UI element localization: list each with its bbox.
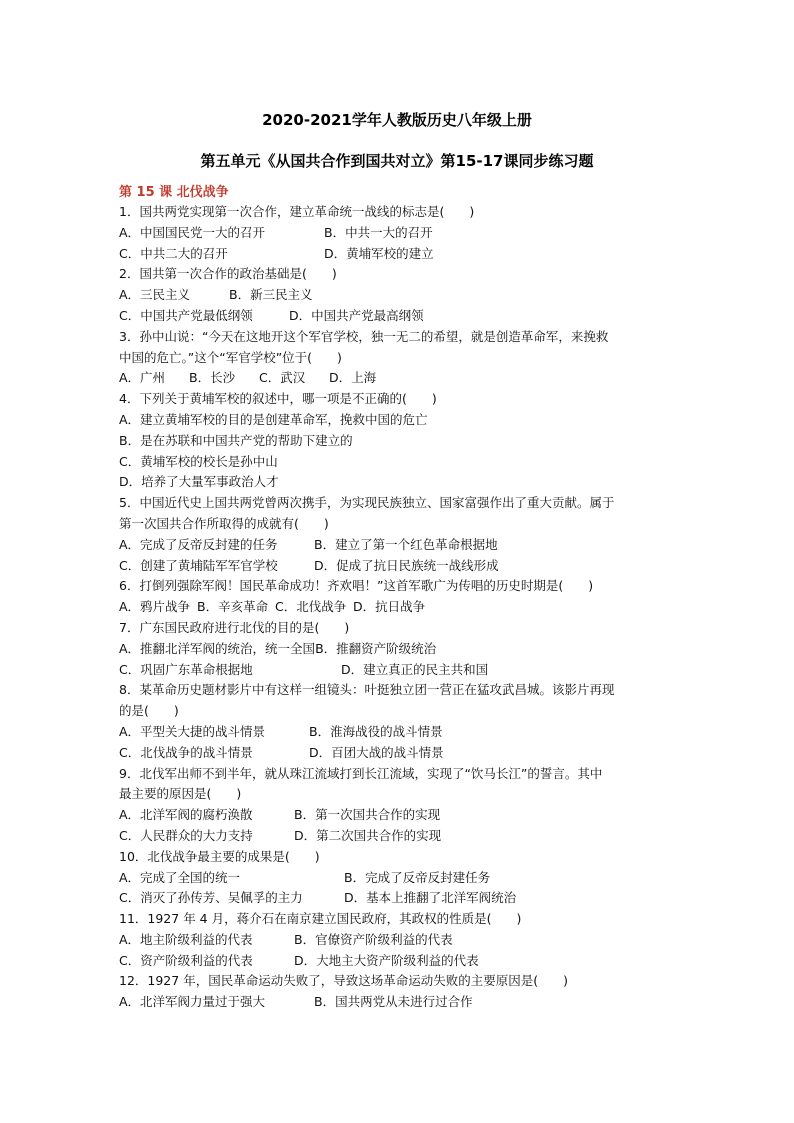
- question-stem: 3．孙中山说：“今天在这地开这个军官学校，独一无二的希望，就是创造革命军，来挽救: [119, 328, 609, 344]
- option-row: [119, 888, 679, 909]
- question-stem: 6．打倒列强除军阀！国民革命成功！齐欢唱！”这首军歌广为传唱的历史时期是( ): [119, 578, 594, 594]
- question-4: [119, 389, 679, 493]
- option-d: D．基本上推翻了北洋军阀统治: [344, 890, 517, 906]
- option-a: A．完成了反帝反封建的任务: [119, 536, 278, 552]
- option-b: B．长沙: [189, 370, 236, 386]
- option-b: B．中共一大的召开: [324, 224, 433, 240]
- question-1: [119, 202, 679, 264]
- option-a: A．广州: [119, 370, 166, 386]
- option-a: A．三民主义: [119, 287, 191, 303]
- option-d: D．中国共产党最高纲领: [289, 307, 424, 323]
- question-6: [119, 576, 679, 618]
- question-12: [119, 971, 679, 1013]
- option-b: B．第一次国共合作的实现: [294, 807, 441, 823]
- lesson-heading: 第 15 课 北伐战争: [119, 185, 229, 200]
- option-d: D．上海: [329, 370, 377, 386]
- question-7: [119, 618, 679, 680]
- question-stem: 的是( ): [119, 703, 179, 719]
- option-row: [119, 244, 679, 265]
- option-d: D．抗日战争: [353, 599, 426, 615]
- option-b: B．推翻资产阶级统治: [315, 640, 437, 656]
- option-row: [119, 285, 679, 306]
- question-stem: 2．国共第一次合作的政治基础是( ): [119, 266, 337, 282]
- option-c: C．黄埔军校的校长是孙中山: [119, 453, 278, 469]
- option-a: A．鸦片战争: [119, 599, 191, 615]
- question-stem: 11．1927 年 4 月，蒋介石在南京建立国民政府，其政权的性质是( ): [119, 911, 522, 927]
- document-subtitle: 第五单元《从国共合作到国共对立》第15-17课同步练习题: [200, 152, 594, 170]
- option-c: C．人民群众的大力支持: [119, 827, 253, 843]
- option-a: A．推翻北洋军阀的统治，统一全国: [119, 640, 316, 656]
- option-row: [119, 992, 679, 1013]
- question-stem: 12．1927 年，国民革命运动失败了，导致这场革命运动失败的主要原因是( ): [119, 973, 568, 989]
- option-c: C．资产阶级利益的代表: [119, 952, 253, 968]
- option-row: [119, 951, 679, 972]
- option-b: B．完成了反帝反封建任务: [344, 869, 491, 885]
- question-stem: 4．下列关于黄埔军校的叙述中，哪一项是不正确的( ): [119, 391, 437, 407]
- option-a: A．地主阶级利益的代表: [119, 931, 253, 947]
- option-d: D．促成了抗日民族统一战线形成: [314, 557, 499, 573]
- option-c: C．北伐战争: [275, 599, 347, 615]
- option-row: [119, 597, 679, 618]
- option-a: A．中国国民党一大的召开: [119, 224, 266, 240]
- option-c: C．北伐战争的战斗情景: [119, 744, 253, 760]
- option-row: [119, 306, 679, 327]
- option-a: A．完成了全国的统一: [119, 869, 241, 885]
- question-stem: 1．国共两党实现第一次合作，建立革命统一战线的标志是( ): [119, 204, 475, 219]
- option-d: D．培养了大量军事政治人才: [119, 474, 279, 490]
- question-3: [119, 327, 679, 389]
- question-stem: 中国的危亡。”这个“军官学校”位于( ): [119, 349, 342, 365]
- question-stem: 9．北伐军出师不到半年，就从珠江流域打到长江流域，实现了“饮马长江”的誓言。其中: [119, 765, 603, 781]
- option-row: [119, 556, 679, 577]
- question-9: [119, 764, 679, 847]
- option-b: B．建立了第一个红色革命根据地: [314, 536, 498, 552]
- option-row: [119, 368, 679, 389]
- option-c: C．巩固广东革命根据地: [119, 661, 253, 677]
- option-b: B．辛亥革命: [197, 599, 269, 615]
- question-stem: 10．北伐战争最主要的成果是( ): [119, 848, 320, 864]
- option-c: C．中共二大的召开: [119, 245, 228, 261]
- option-d: D．建立真正的民主共和国: [341, 661, 489, 677]
- option-row: [119, 868, 679, 889]
- option-c: C．创建了黄埔陆军军官学校: [119, 557, 278, 573]
- option-row: [119, 223, 679, 244]
- option-a: A．建立黄埔军校的目的是创建革命军，挽救中国的危亡: [119, 411, 428, 427]
- option-a: A．北洋军阀力量过于强大: [119, 994, 266, 1010]
- option-row: [119, 930, 679, 951]
- document-title: 2020-2021学年人教版历史八年级上册: [262, 111, 532, 129]
- option-b: B．官僚资产阶级利益的代表: [294, 931, 453, 947]
- option-row: [119, 722, 679, 743]
- option-a: A．北洋军阀的腐朽涣散: [119, 807, 253, 823]
- option-c: C．武汉: [259, 370, 306, 386]
- option-row: [119, 639, 679, 660]
- option-d: D．大地主大资产阶级利益的代表: [294, 952, 479, 968]
- option-d: D．黄埔军校的建立: [324, 245, 434, 261]
- option-c: C．中国共产党最低纲领: [119, 307, 253, 323]
- question-stem: 最主要的原因是( ): [119, 786, 242, 802]
- option-row: [119, 805, 679, 826]
- question-stem: 第一次国共合作所取得的成就有( ): [119, 515, 329, 531]
- option-d: D．百团大战的战斗情景: [309, 744, 444, 760]
- option-row: [119, 826, 679, 847]
- option-d: D．第二次国共合作的实现: [294, 827, 442, 843]
- option-b: B．是在苏联和中国共产党的帮助下建立的: [119, 432, 353, 448]
- question-2: [119, 264, 679, 326]
- option-b: B．新三民主义: [229, 287, 313, 303]
- question-10: [119, 847, 679, 909]
- option-a: A．平型关大捷的战斗情景: [119, 723, 266, 739]
- question-stem: 5．中国近代史上国共两党曾两次携手，为实现民族独立、国家富强作出了重大贡献。属于: [119, 495, 615, 511]
- option-row: [119, 535, 679, 556]
- option-row: [119, 743, 679, 764]
- option-row: [119, 660, 679, 681]
- option-b: B．淮海战役的战斗情景: [309, 723, 443, 739]
- question-5: [119, 493, 679, 576]
- option-b: B．国共两党从未进行过合作: [314, 994, 473, 1010]
- question-list: [119, 202, 679, 1013]
- question-stem: 7．广东国民政府进行北伐的目的是( ): [119, 619, 350, 635]
- option-c: C．消灭了孙传芳、吴佩孚的主力: [119, 890, 303, 906]
- question-8: [119, 680, 679, 763]
- question-11: [119, 909, 679, 971]
- question-stem: 8．某革命历史题材影片中有这样一组镜头：叶挺独立团一营正在猛攻武昌城。该影片再现: [119, 682, 615, 698]
